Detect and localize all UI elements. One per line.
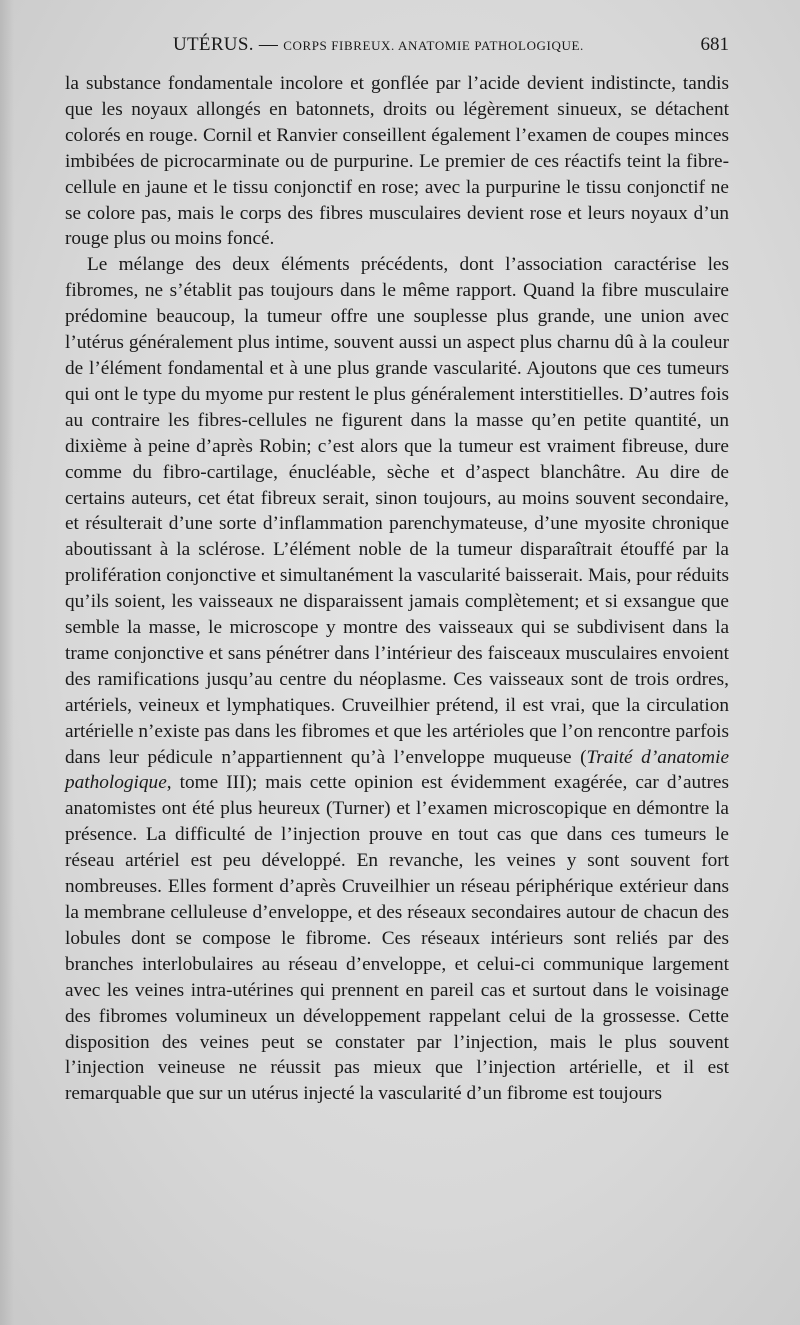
paragraph-continued: la substance fondamentale incolore et gonflée par l’acide devient indistincte, tandis que les noyaux allongés en batonnets, droits ou légèrement sinueux, se détachent colorés en rouge. Cornil et Ranvier conseillent également l’examen de coupes minces imbibées de picrocarminate ou de purpurine. Le premier de ces réactifs teint la fibre-cellule en jaune et le tissu conjonctif en rose; avec la purpurine le tissu conjonctif ne se colore pas, mais le corps des fibres musculaires devient rose et leurs noyaux d’un rouge plus ou moins foncé.	[65, 73, 729, 250]
page-header	[65, 34, 729, 62]
page-number: 681	[700, 34, 729, 55]
binding-shadow	[0, 0, 14, 1325]
paragraph-fibromes-text: Le mélange des deux éléments précédents, dont l’association caractérise les fibromes, ne s’établit pas toujours dans le même rapport. Quand la fibre musculaire prédomine beaucoup, la tumeur offre une souplesse plus grande, une union avec l’utérus généralement plus intime, souvent aussi un aspect plus charnu dû à la couleur de l’élément fondamental et à une plus grande vascularité. Ajoutons que ces tumeurs qui ont le type du myome pur restent le plus généralement interstitielles. D’autres fois au contraire les fibres-cellules ne figurent dans la masse qu’en petite quantité, un dixième à peine d’après Robin; c’est alors que la tumeur est vraiment fibreuse, dure comme du fibro-cartilage, énucléable, sèche et d’aspect blanchâtre. Au dire de certains auteurs, cet état fibreux serait, sinon toujours, au moins souvent secondaire, et résulterait d’une sorte d’inflammation parenchymateuse, d’une myosite chronique aboutissant à la sclérose. L’élément noble de la tumeur disparaîtrait étouffé par la prolifération conjonctive et simultanément la vascularité baisserait. Mais, pour réduits qu’ils soient, les vaisseaux ne disparaissent jamais complètement; et si exsangue que semble la masse, le microscope y montre des vaisseaux qui se subdivisent dans la trame conjonctive et sans pénétrer dans l’intérieur des faisceaux musculaires envoient des ramifications jusqu’au centre du néoplasme. Ces vaisseaux sont de trois ordres, artériels, veineux et lymphatiques. Cruveilhier prétend, il est vrai, que la circulation artérielle n’existe pas dans les fibromes et que les artérioles que l’on rencontre parfois dans leur pédicule n’appartiennent qu’à l’enveloppe muqueuse (	[65, 254, 729, 768]
running-head-dash: —	[258, 34, 279, 55]
running-head-main: UTÉRUS.	[173, 34, 254, 55]
paragraph-fibromes	[65, 252, 729, 1107]
running-head-sub: CORPS FIBREUX. ANATOMIE PATHOLOGIQUE.	[283, 38, 584, 53]
book-title-italic: Traité d’anatomie pathologique	[65, 746, 730, 794]
body-text	[65, 71, 729, 1107]
paragraph-fibromes-continued: , tome III); mais cette opinion est évidemment exagérée, car d’autres anatomistes ont été plus heureux (Turner) et l’examen microscopique en démontre la présence. La difficulté de l’injection prouve en tout cas que dans ces tumeurs le réseau artériel est peu développé. En revanche, les veines y sont souvent fort nombreuses. Elles forment d’après Cruveilhier un réseau périphérique extérieur dans la membrane celluleuse d’enveloppe, et des réseaux secondaires autour de chacun des lobules dont se compose le fibrome. Ces réseaux intérieurs sont reliés par des branches interlobulaires au réseau d’enveloppe, et celui-ci communique largement avec les veines intra-utérines qui prennent en pareil cas et surtout dans le voisinage des fibromes volumineux un développement rappelant celui de la grossesse. Cette disposition des veines peut se constater par l’injection, mais le plus souvent l’injection veineuse ne réussit pas mieux que l’injection artérielle, et il est remarquable que sur un utérus injecté la vascularité d’un fibrome est toujours	[65, 772, 729, 1105]
running-head	[173, 34, 584, 56]
